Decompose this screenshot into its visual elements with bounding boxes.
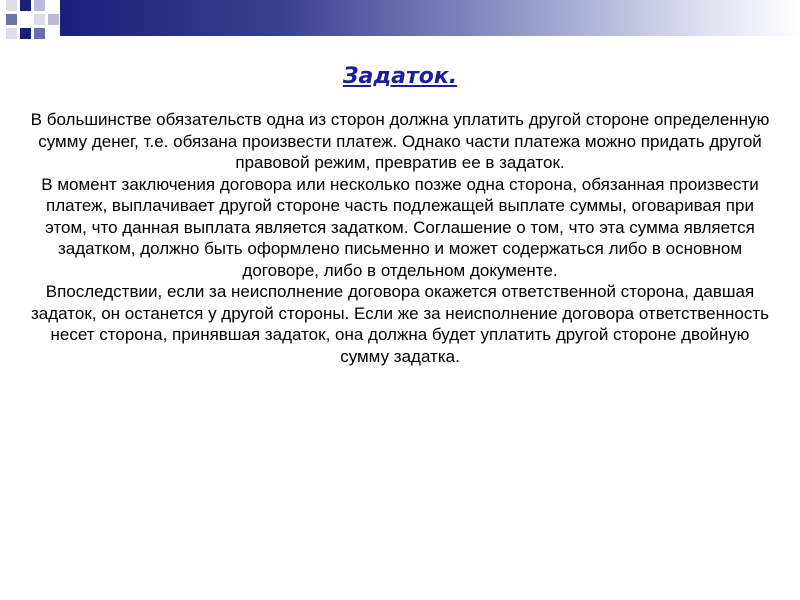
paragraph-2: В момент заключения договора или несколько позже одна сторона, обязанная произвести платеж, выплачивает другой стороне часть подлежащей выплате суммы, оговаривая при этом, что данная выплата является задатком. Соглашение о том, что эта сумма является задатком, должно быть оформлено письменно и может содержаться либо в основном договоре, либо в отдельном документе.: [41, 174, 759, 280]
decor-square: [20, 0, 31, 11]
slide-title: Задаток.: [342, 64, 458, 89]
top-gradient-bar: [60, 0, 800, 36]
slide-body: [30, 109, 770, 367]
decor-square: [6, 28, 17, 39]
decor-square: [34, 0, 45, 11]
decor-square: [34, 14, 45, 25]
decor-square: [6, 14, 17, 25]
decor-square: [48, 14, 59, 25]
paragraph-1: В большинстве обязательств одна из сторон должна уплатить другой стороне определенную сумму денег, т.е. обязана произвести платеж. Однако части платежа можно придать другой правовой режим, превратив ее в задаток.: [30, 110, 770, 172]
decor-square: [20, 28, 31, 39]
paragraph-3: Впоследствии, если за неисполнение договора окажется ответственной сторона, давшая задаток, он останется у другой стороны. Если же за неисполнение договора ответственность несет сторона, принявшая задаток, она должна будет уплатить другой стороне двойную сумму задатка.: [31, 282, 769, 366]
decor-square: [6, 0, 17, 11]
decor-square: [34, 28, 45, 39]
